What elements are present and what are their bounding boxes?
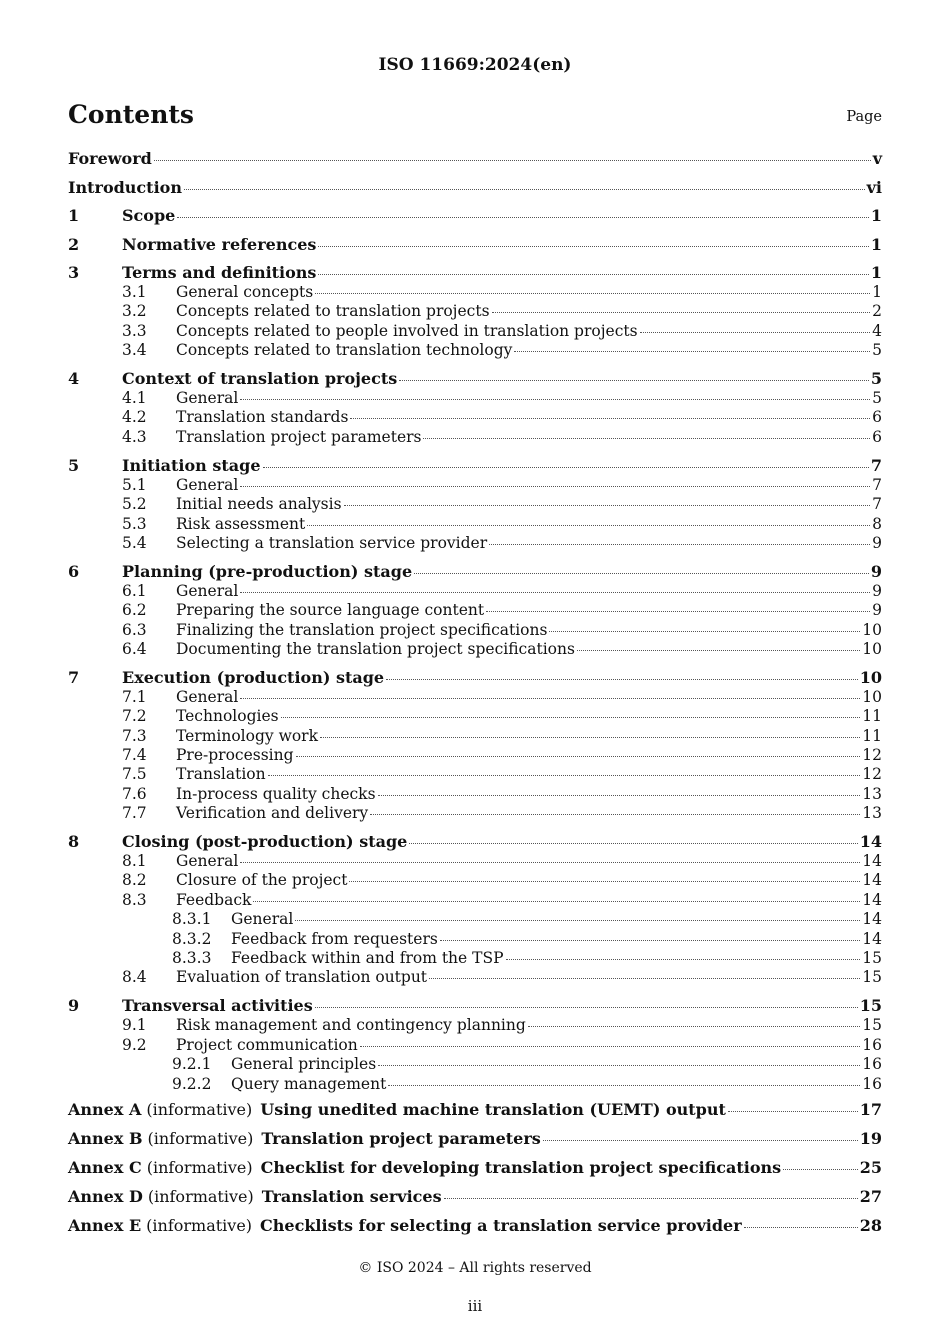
toc-entry-title: Checklist for developing translation project specifications: [260, 1157, 782, 1177]
toc-entry[interactable]: [68, 765, 882, 784]
toc-entry-title: Translation standards: [176, 408, 349, 427]
toc-entry-title: Project communication: [176, 1035, 358, 1054]
dot-leader: [414, 572, 869, 574]
toc-entry-page: 14: [862, 852, 882, 871]
toc-entry-page: 11: [862, 707, 882, 726]
dot-leader: [506, 958, 861, 960]
toc-entry-page: 13: [862, 784, 882, 803]
toc-entry-number: 5.4: [122, 533, 147, 552]
toc-entry[interactable]: [68, 621, 882, 640]
toc-entry-page: 1: [870, 234, 882, 254]
toc-entry[interactable]: [68, 263, 882, 283]
toc-entry-page: 5: [872, 389, 882, 408]
toc-entry-title: Evaluation of translation output: [176, 968, 428, 987]
annex-type: (informative): [147, 1186, 254, 1206]
toc-entry-title: Risk assessment: [176, 514, 306, 533]
dot-leader: [318, 273, 868, 275]
toc-entry[interactable]: [68, 206, 882, 226]
dot-leader: [370, 813, 860, 815]
toc-entry[interactable]: [68, 601, 882, 620]
copyright-notice: © ISO 2024 – All rights reserved: [358, 1260, 592, 1276]
toc-entry[interactable]: [68, 688, 882, 707]
toc-entry-page: 7: [872, 475, 882, 494]
toc-entry[interactable]: [68, 968, 882, 987]
dot-leader: [281, 716, 861, 718]
annex-label: Annex C: [68, 1157, 142, 1177]
toc-entry-number: 7.4: [122, 746, 147, 765]
dot-leader: [240, 485, 870, 487]
toc-entry[interactable]: [68, 804, 882, 823]
toc-entry-page: 7: [870, 455, 882, 475]
toc-entry[interactable]: [68, 283, 882, 302]
toc-entry-page: 1: [872, 283, 882, 301]
toc-entry-page: vi: [866, 177, 882, 197]
toc-entry-title: Normative references: [122, 234, 317, 254]
toc-entry[interactable]: [68, 428, 882, 447]
annex-type: (informative): [146, 1099, 253, 1119]
contents-title: Contents: [68, 100, 195, 129]
toc-entry-title: Terminology work: [176, 726, 318, 745]
toc-entry-number: 4.1: [122, 389, 147, 408]
annex-label: Annex A: [68, 1099, 142, 1119]
toc-entry-number: 8.3.2: [172, 929, 212, 948]
dot-leader: [184, 188, 865, 190]
toc-entry[interactable]: [68, 515, 882, 534]
toc-entry[interactable]: [68, 891, 882, 910]
dot-leader: [268, 774, 861, 776]
toc-entry-title: Terms and definitions: [122, 263, 317, 282]
toc-entry[interactable]: [68, 582, 882, 601]
dot-leader: [318, 245, 868, 247]
dot-leader: [307, 524, 870, 526]
toc-entry-title: Risk management and contingency planning: [176, 1016, 526, 1035]
toc-entry-page: 10: [862, 639, 882, 658]
toc-entry[interactable]: [68, 910, 882, 929]
toc-entry[interactable]: [68, 640, 882, 659]
dot-leader: [783, 1168, 858, 1170]
toc-entry[interactable]: [68, 1055, 882, 1074]
toc-entry[interactable]: [68, 727, 882, 746]
dot-leader: [543, 1139, 858, 1141]
toc-entry[interactable]: [68, 1158, 882, 1178]
toc-entry-title: Translation project parameters: [176, 427, 422, 446]
toc-entry-title: Technologies: [176, 707, 279, 726]
toc-entry-page: 14: [862, 890, 882, 909]
dot-leader: [423, 437, 870, 439]
toc-entry-number: 8.2: [122, 871, 147, 890]
dot-leader: [296, 755, 861, 757]
toc-entry-number: 8.4: [122, 968, 147, 987]
toc-entry-page: 9: [872, 581, 882, 600]
toc-entry-number: 9.1: [122, 1016, 147, 1035]
toc-entry-number: 4.2: [122, 408, 147, 427]
dot-leader: [320, 736, 860, 738]
toc-entry-number: 4.3: [122, 427, 147, 446]
toc-entry-number: 6.1: [122, 581, 147, 600]
toc-entry-page: 28: [859, 1215, 882, 1235]
toc-entry-page: 27: [859, 1186, 882, 1206]
toc-entry-number: 5.3: [122, 514, 147, 533]
toc-entry-number: 8.1: [122, 852, 147, 871]
toc-entry[interactable]: [68, 495, 882, 514]
toc-entry-page: 15: [862, 968, 882, 987]
toc-entry-page: 9: [872, 533, 882, 552]
dot-leader: [349, 880, 860, 882]
toc-entry-number: 9.2.2: [172, 1074, 212, 1093]
dot-leader: [489, 543, 870, 545]
toc-entry-title: General concepts: [176, 283, 314, 301]
dot-leader: [728, 1110, 858, 1112]
toc-entry-page: v: [872, 149, 882, 168]
toc-entry-number: 9.2.1: [172, 1055, 212, 1074]
toc-entry-page: 12: [862, 746, 882, 765]
toc-entry[interactable]: [68, 235, 882, 255]
dot-leader: [378, 794, 861, 796]
toc-entry-number: 9: [68, 996, 80, 1016]
toc-entry-number: 7.5: [122, 765, 147, 784]
dot-leader: [263, 466, 869, 468]
dot-leader: [744, 1226, 858, 1228]
dot-leader: [253, 900, 860, 902]
document-id: ISO 11669:2024(en): [378, 55, 572, 75]
dot-leader: [492, 311, 871, 313]
toc-entry-number: 7.6: [122, 784, 147, 803]
toc-entry-title: General: [176, 852, 239, 871]
dot-leader: [399, 379, 869, 381]
toc-entry[interactable]: [68, 785, 882, 804]
toc-entry-page: 17: [859, 1099, 882, 1119]
toc-entry[interactable]: [68, 341, 882, 360]
toc-entry-title: Introduction: [68, 177, 182, 197]
toc-entry[interactable]: [68, 746, 882, 765]
toc-entry[interactable]: [68, 534, 882, 553]
toc-entry-page: 19: [859, 1128, 882, 1148]
toc-entry-page: 7: [872, 495, 882, 514]
toc-entry-title: Translation services: [261, 1186, 442, 1206]
toc-entry-title: Feedback within and from the TSP: [231, 949, 504, 968]
toc-entry-page: 9: [872, 601, 882, 620]
toc-entry-title: Closing (post-production) stage: [122, 832, 408, 852]
toc-entry-page: 14: [859, 832, 882, 852]
toc-entry-page: 14: [862, 871, 882, 890]
toc-entry-title: Scope: [122, 206, 176, 225]
toc-entry-title: General principles: [231, 1055, 377, 1074]
toc-entry-title: Finalizing the translation project specifications: [176, 620, 548, 639]
toc-entry-number: 7.7: [122, 804, 147, 823]
toc-entry[interactable]: [68, 871, 882, 890]
dot-leader: [409, 842, 857, 844]
dot-leader: [240, 398, 870, 400]
toc-entry-page: 16: [862, 1055, 882, 1074]
dot-leader: [360, 1045, 861, 1047]
toc-entry[interactable]: [68, 1016, 882, 1035]
toc-entry[interactable]: [68, 852, 882, 871]
toc-entry-title: Closure of the project: [176, 871, 348, 890]
toc-entry[interactable]: [68, 476, 882, 495]
toc-entry[interactable]: [68, 949, 882, 968]
dot-leader: [240, 697, 860, 699]
toc-entry[interactable]: [68, 1216, 882, 1236]
toc-entry-number: 1: [68, 206, 80, 225]
toc-entry-title: General: [176, 389, 239, 408]
toc-entry-title: General: [176, 581, 239, 600]
toc-entry-number: 6: [68, 561, 80, 581]
toc-entry-page: 15: [859, 996, 882, 1016]
toc-entry-title: Translation: [176, 765, 266, 784]
toc-entry-number: 8.3.1: [172, 910, 212, 929]
dot-leader: [486, 610, 870, 612]
toc-entry-number: 6.3: [122, 620, 147, 639]
toc-entry-number: 3.2: [122, 302, 147, 321]
page-number: iii: [467, 1297, 483, 1315]
toc-entry[interactable]: [68, 456, 882, 476]
dot-leader: [240, 591, 870, 593]
toc-entry-page: 6: [872, 427, 882, 446]
toc-entry-number: 5: [68, 455, 80, 475]
toc-entry-page: 14: [862, 910, 882, 929]
dot-leader: [350, 417, 870, 419]
toc-entry-page: 4: [872, 321, 882, 340]
toc-entry-number: 5.1: [122, 475, 147, 494]
toc-entry-page: 15: [862, 949, 882, 968]
toc-entry-number: 2: [68, 234, 80, 254]
toc-entry[interactable]: [68, 389, 882, 408]
toc-entry-page: 1: [870, 263, 882, 282]
annex-type: (informative): [146, 1157, 253, 1177]
toc-entry-page: 6: [872, 408, 882, 427]
annex-type: (informative): [146, 1215, 253, 1235]
annex-label: Annex D: [68, 1186, 143, 1206]
toc-entry-number: 3.3: [122, 321, 147, 340]
toc-entry-title: In-process quality checks: [176, 784, 376, 803]
toc-entry-title: Foreword: [68, 149, 152, 168]
toc-entry-title: Pre-processing: [176, 746, 294, 765]
toc-entry-title: Verification and delivery: [176, 804, 369, 823]
dot-leader: [154, 159, 871, 161]
toc-entry[interactable]: [68, 1036, 882, 1055]
toc-entry-page: 10: [859, 667, 882, 687]
dot-leader: [315, 292, 870, 294]
annex-label: Annex E: [68, 1215, 142, 1235]
toc-entry[interactable]: [68, 149, 882, 169]
toc-entry-title: Initial needs analysis: [176, 495, 342, 514]
toc-entry-title: Concepts related to translation technology: [176, 341, 513, 360]
toc-entry-page: 16: [862, 1074, 882, 1093]
dot-leader: [344, 504, 871, 506]
toc-entry-number: 7.1: [122, 687, 147, 706]
toc-entry[interactable]: [68, 1100, 882, 1120]
toc-entry-title: Documenting the translation project specifications: [176, 639, 575, 658]
toc-entry-title: Transversal activities: [122, 996, 313, 1016]
dot-leader: [640, 331, 871, 333]
table-of-contents: [68, 149, 882, 1236]
dot-leader: [440, 939, 860, 941]
toc-entry[interactable]: [68, 1187, 882, 1207]
toc-entry-page: 16: [862, 1035, 882, 1054]
toc-entry[interactable]: [68, 1075, 882, 1094]
dot-leader: [177, 216, 869, 218]
toc-entry-number: 6.2: [122, 601, 147, 620]
page-column-label: Page: [846, 109, 882, 125]
toc-entry-page: 15: [862, 1016, 882, 1035]
toc-entry-number: 3.4: [122, 341, 147, 360]
toc-entry-page: 10: [862, 620, 882, 639]
toc-entry[interactable]: [68, 408, 882, 427]
toc-entry-title: Initiation stage: [122, 455, 261, 475]
annex-label: Annex B: [68, 1128, 143, 1148]
toc-entry-title: Execution (production) stage: [122, 667, 385, 687]
toc-entry-number: 4: [68, 369, 80, 389]
dot-leader: [577, 649, 860, 651]
toc-entry-number: 9.2: [122, 1035, 147, 1054]
toc-entry-title: Concepts related to people involved in translation projects: [176, 321, 638, 340]
toc-entry[interactable]: [68, 930, 882, 949]
toc-entry-title: General: [176, 687, 239, 706]
toc-entry-page: 9: [870, 561, 882, 581]
toc-entry[interactable]: [68, 302, 882, 321]
dot-leader: [315, 1006, 858, 1008]
dot-leader: [388, 1084, 860, 1086]
toc-entry-number: 7.2: [122, 707, 147, 726]
toc-entry-page: 11: [862, 726, 882, 745]
toc-entry-title: Translation project parameters: [261, 1128, 541, 1148]
toc-entry-page: 13: [862, 804, 882, 823]
toc-entry-title: General: [176, 475, 239, 494]
toc-entry-page: 5: [870, 369, 882, 389]
toc-entry-title: Feedback: [176, 890, 252, 909]
dot-leader: [429, 977, 860, 979]
toc-entry[interactable]: [68, 562, 882, 582]
toc-entry[interactable]: [68, 369, 882, 389]
toc-entry-page: 8: [872, 514, 882, 533]
toc-entry-title: Checklists for selecting a translation service provider: [260, 1215, 742, 1235]
toc-entry-title: Planning (pre-production) stage: [122, 561, 413, 581]
dot-leader: [549, 630, 860, 632]
toc-entry-page: 1: [870, 206, 882, 225]
toc-entry-number: 7.3: [122, 726, 147, 745]
dot-leader: [514, 350, 870, 352]
dot-leader: [528, 1025, 860, 1027]
toc-entry-title: Feedback from requesters: [231, 929, 438, 948]
toc-entry-title: Query management: [231, 1074, 387, 1093]
toc-entry[interactable]: [68, 178, 882, 198]
toc-entry-number: 8: [68, 832, 80, 852]
toc-entry-number: 8.3: [122, 890, 147, 909]
dot-leader: [386, 678, 858, 680]
toc-entry[interactable]: [68, 996, 882, 1016]
toc-entry-page: 10: [862, 687, 882, 706]
toc-entry-title: Preparing the source language content: [176, 601, 485, 620]
toc-entry-page: 12: [862, 765, 882, 784]
toc-entry-title: General: [231, 910, 294, 929]
toc-entry-number: 7: [68, 667, 80, 687]
toc-entry-page: 2: [872, 302, 882, 321]
toc-entry-number: 3: [68, 263, 80, 282]
toc-entry[interactable]: [68, 1129, 882, 1149]
toc-entry[interactable]: [68, 832, 882, 852]
toc-entry-number: 3.1: [122, 283, 147, 301]
toc-entry[interactable]: [68, 707, 882, 726]
toc-entry-number: 6.4: [122, 639, 147, 658]
toc-entry-title: Context of translation projects: [122, 369, 398, 389]
contents-header: [68, 100, 882, 134]
toc-entry-number: 5.2: [122, 495, 147, 514]
toc-entry[interactable]: [68, 668, 882, 688]
dot-leader: [295, 919, 860, 921]
toc-entry-number: 8.3.3: [172, 949, 212, 968]
toc-entry-page: 14: [862, 929, 882, 948]
toc-entry-title: Selecting a translation service provider: [176, 533, 488, 552]
dot-leader: [444, 1197, 858, 1199]
toc-entry-title: Using unedited machine translation (UEMT) output: [260, 1099, 726, 1119]
dot-leader: [240, 861, 860, 863]
annex-type: (informative): [147, 1128, 254, 1148]
dot-leader: [378, 1064, 860, 1066]
toc-entry-page: 25: [859, 1157, 882, 1177]
toc-entry[interactable]: [68, 322, 882, 341]
toc-entry-page: 5: [872, 341, 882, 360]
toc-entry-title: Concepts related to translation projects: [176, 302, 490, 321]
